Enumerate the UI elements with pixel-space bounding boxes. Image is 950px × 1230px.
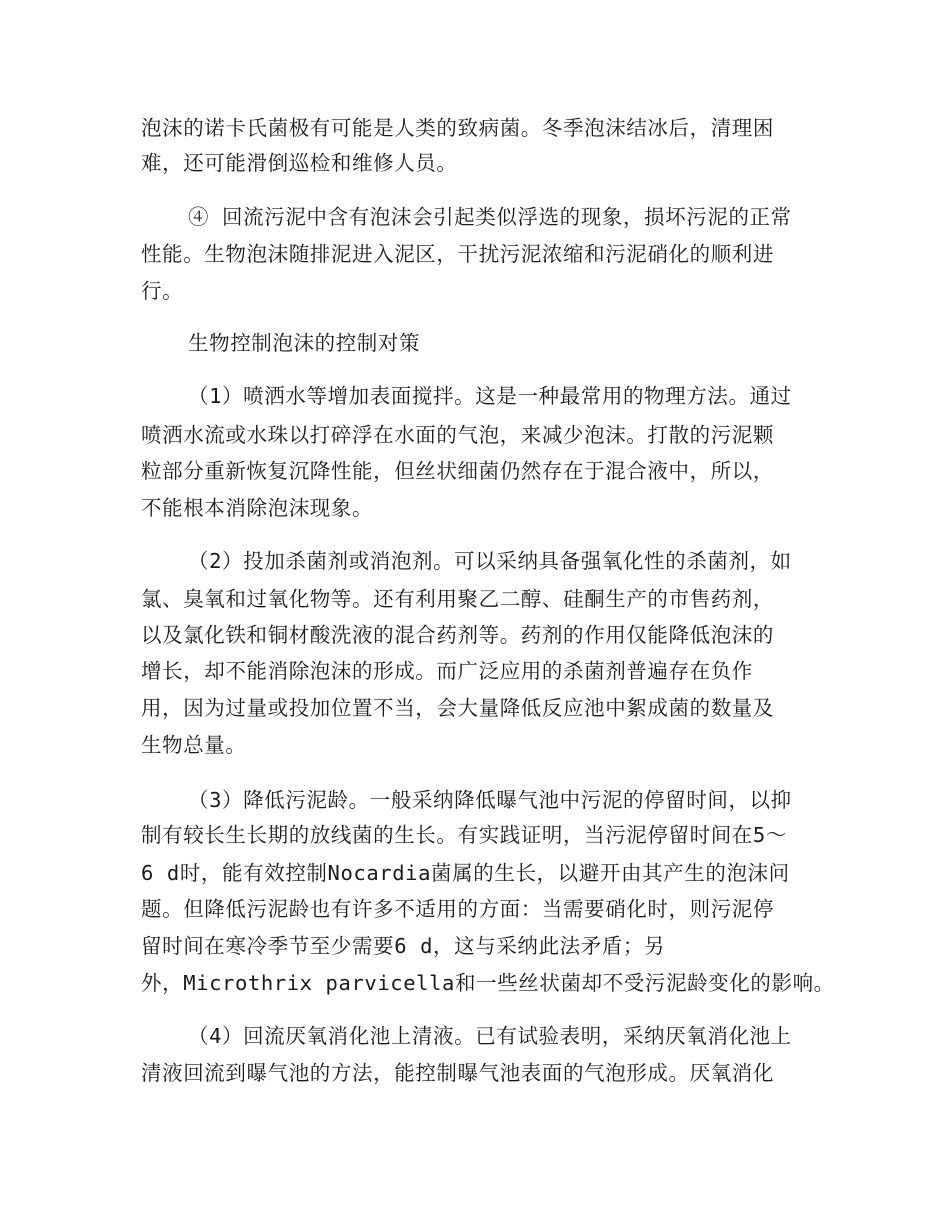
text-line: 氯、臭氧和过氧化物等。还有利用聚乙二醇、硅酮生产的市售药剂，: [141, 587, 774, 611]
text-line: 难，还可能滑倒巡检和维修人员。: [141, 151, 458, 175]
section-heading: 生物控制泡沫的控制对策: [188, 331, 421, 355]
text-line: （1）喷洒水等增加表面搅拌。这是一种最常用的物理方法。通过: [188, 384, 792, 408]
text-line: 泡沫的诺卡氏菌极有可能是人类的致病菌。冬季泡沫结冰后，清理困: [141, 116, 774, 140]
text-line: 性能。生物泡沫随排泥进入泥区，干扰污泥浓缩和污泥硝化的顺利进: [141, 242, 774, 266]
text-line: 增长，却不能消除泡沫的形成。而广泛应用的杀菌剂普遍存在负作: [141, 659, 753, 683]
text-line: ④ 回流污泥中含有泡沫会引起类似浮选的现象，损坏污泥的正常: [188, 205, 792, 229]
text-line: 外，Microthrix parvicella和一些丝状菌却不受污泥龄变化的影响。: [141, 971, 835, 995]
text-line: （3）降低污泥龄。一般采纳降低曝气池中污泥的停留时间，以抑: [188, 788, 792, 812]
text-line: （2）投加杀菌剂或消泡剂。可以采纳具备强氧化性的杀菌剂，如: [188, 549, 792, 573]
text-line: 题。但降低污泥龄也有许多不适用的方面：当需要硝化时，则污泥停: [141, 897, 774, 921]
text-line: 不能根本消除泡沫现象。: [141, 496, 374, 520]
text-line: 行。: [141, 279, 184, 303]
text-line: 以及氯化铁和铜材酸洗液的混合药剂等。药剂的作用仅能降低泡沫的: [141, 623, 774, 647]
text-line: 粒部分重新恢复沉降性能，但丝状细菌仍然存在于混合液中，所以，: [141, 459, 774, 483]
text-line: 喷洒水流或水珠以打碎浮在水面的气泡，来减少泡沫。打散的污泥颗: [141, 423, 774, 447]
text-line: 用，因为过量或投加位置不当，会大量降低反应池中絮成菌的数量及: [141, 696, 774, 720]
text-line: 留时间在寒冷季节至少需要6 d，这与采纳此法矛盾；另: [141, 934, 666, 958]
text-line: 清液回流到曝气池的方法，能控制曝气池表面的气泡形成。厌氧消化: [141, 1061, 774, 1085]
text-line: （4）回流厌氧消化池上清液。已有试验表明，采纳厌氧消化池上: [188, 1024, 792, 1048]
text-line: 制有较长生长期的放线菌的生长。有实践证明，当污泥停留时间在5～: [141, 823, 787, 847]
text-line: 6 d时，能有效控制Nocardia菌属的生长，以避开由其产生的泡沫问: [141, 861, 790, 885]
text-line: 生物总量。: [141, 733, 247, 757]
